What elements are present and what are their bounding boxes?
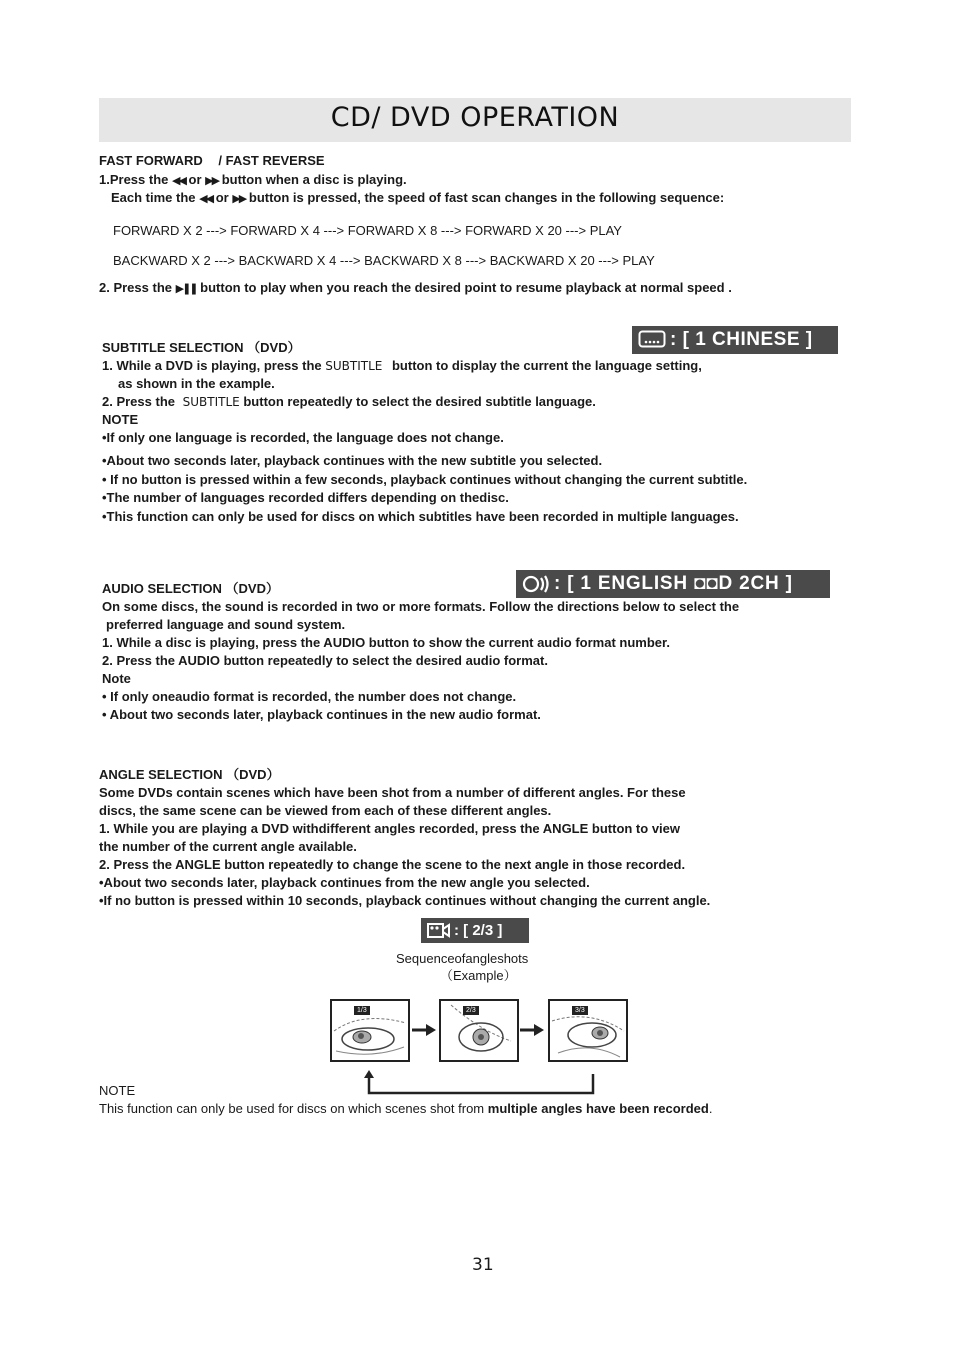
angle-heading: ANGLE SELECTION （DVD） [99,767,280,782]
fast-heading-forward: FAST FORWARD [99,153,203,168]
angle-caption: Sequenceofangleshots [396,951,529,966]
fast-line-2-c: button is pressed, the speed of fast scan changes in the following sequence: [248,190,725,205]
play-pause-icon: ▶❚❚ [175,282,197,295]
page-title: CD/ DVD OPERATION [330,102,620,133]
subtitle-bullet-4: •The number of languages recorded differs depending on thedisc. [102,490,509,505]
subtitle-line-3-b: button repeatedly to select the desired subtitle language. [243,394,596,409]
audio-bullet-1: • If only oneaudio format is recorded, the number does not change. [102,689,517,704]
audio-icon [522,573,552,595]
subtitle-bullet-1: •If only one language is recorded, the language does not change. [102,430,504,445]
angle-sequence-arrows [320,1020,640,1100]
angle-line-2: discs, the same scene can be viewed from each of these different angles. [99,803,552,818]
subtitle-line-3-a: 2. Press the [102,394,175,409]
fast-line-1-a: 1.Press the [99,172,169,187]
subtitle-bullet-5: •This function can only be used for discs on which subtitles have been recorded in multiple languages. [102,509,739,524]
fast-heading-reverse: / FAST REVERSE [218,153,325,168]
audio-line-1: On some discs, the sound is recorded in two or more formats. Follow the directions below to select the [102,599,740,614]
final-note-text-end: . [708,1101,713,1116]
subtitle-line-1-a: 1. While a DVD is playing, press the [102,358,322,373]
angle-osd-text: : [ 2/3 ] [454,922,503,939]
final-note-text [99,1100,712,1118]
loop-back-arrow-icon [364,1070,593,1093]
audio-line-4: 2. Press the AUDIO button repeatedly to select the desired audio format. [102,653,548,668]
angle-line-1: Some DVDs contain scenes which have been shot from a number of different angles. For these [99,785,686,800]
fast-line-1 [99,171,407,190]
audio-line-3: 1. While a disc is playing, press the AUDIO button to show the current audio format number. [102,635,670,650]
final-note-heading: NOTE [99,1083,136,1098]
fast-line-1-b: or [188,172,202,187]
subtitle-line-1-b: button to display the current the language setting, [391,358,702,373]
subtitle-icon [638,330,666,350]
subtitle-osd [632,326,838,354]
final-note-text-bold: multiple angles have been recorded [487,1101,709,1116]
fast-forward-icon: ▶▶ [205,174,219,187]
audio-osd-text: : [ 1 ENGLISH ◘◘D 2CH ] [554,573,793,594]
fast-line-3 [99,279,732,298]
angle-caption-example: （Example） [440,968,517,983]
angle-line-3: 1. While you are playing a DVD withdifferent angles recorded, press the ANGLE button to view [99,821,681,836]
angle-frame-label: 1/3 [354,1006,370,1015]
audio-note-heading: Note [102,671,131,686]
subtitle-line-3 [102,393,596,411]
audio-heading: AUDIO SELECTION （DVD） [102,581,279,596]
angle-line-6: •About two seconds later, playback continues from the new angle you selected. [99,875,590,890]
angle-line-5: 2. Press the ANGLE button repeatedly to change the scene to the next angle in those recorded. [99,857,686,872]
fast-line-3-b: button to play when you reach the desired point to resume playback at normal speed . [200,280,732,295]
angle-frame-label: 2/3 [463,1006,479,1015]
subtitle-line-2: as shown in the example. [118,376,275,391]
fast-line-3-a: 2. Press the [99,280,172,295]
fast-line-2 [111,189,724,208]
subtitle-bullet-2: •About two seconds later, playback continues with the new subtitle you selected. [102,453,603,468]
fast-forward-icon: ▶▶ [232,192,246,205]
page-number: 31 [472,1255,494,1275]
subtitle-osd-text: : [ 1 CHINESE ] [670,329,813,350]
fast-line-2-b: or [215,190,229,205]
subtitle-note-heading: NOTE [102,412,139,427]
subtitle-bullet-3: • If no button is pressed within a few seconds, playback continues without changing the current subtitle. [102,472,748,487]
arrow-right-icon [412,1024,436,1036]
rewind-icon: ◀◀ [172,174,185,187]
forward-sequence: FORWARD X 2 ---> FORWARD X 4 ---> FORWARD X 8 ---> FORWARD X 20 ---> PLAY [113,223,622,238]
angle-frame-label: 3/3 [572,1006,588,1015]
subtitle-key-label: SUBTITLE [325,359,383,373]
audio-osd [516,570,830,598]
subtitle-heading: SUBTITLE SELECTION （DVD） [102,340,301,355]
fast-heading [99,152,325,170]
arrow-right-icon [520,1024,544,1036]
page-header-bar [99,98,851,142]
subtitle-line-1 [102,357,702,375]
angle-osd [421,918,529,943]
angle-line-7: •If no button is pressed within 10 seconds, playback continues without changing the current angle. [99,893,711,908]
fast-line-2-a: Each time the [111,190,196,205]
final-note-text-a: This function can only be used for discs on which scenes shot from [99,1101,485,1116]
angle-line-4: the number of the current angle available. [99,839,357,854]
subtitle-key-label: SUBTITLE [182,395,240,409]
backward-sequence: BACKWARD X 2 ---> BACKWARD X 4 ---> BACKWARD X 8 ---> BACKWARD X 20 ---> PLAY [113,253,655,268]
audio-line-2: preferred language and sound system. [106,617,346,632]
audio-bullet-2: • About two seconds later, playback continues in the new audio format. [102,707,541,722]
camera-icon [426,921,452,941]
rewind-icon: ◀◀ [199,192,213,205]
fast-line-1-c: button when a disc is playing. [221,172,407,187]
